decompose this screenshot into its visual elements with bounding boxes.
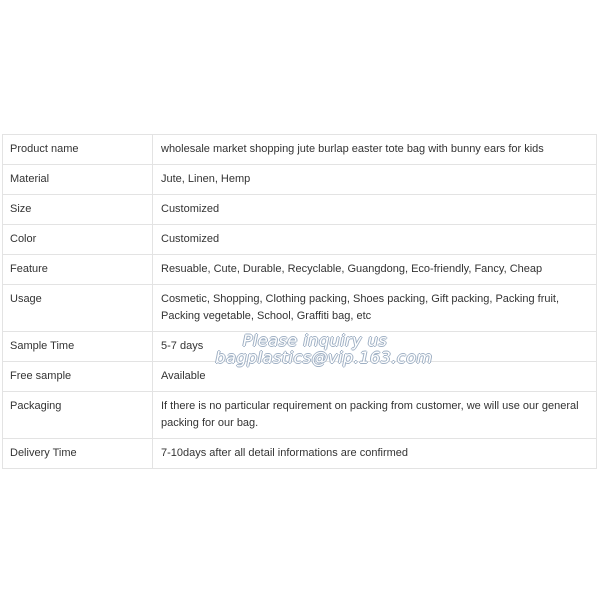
row-label-packaging: Packaging (3, 392, 153, 439)
table-row (3, 362, 597, 392)
row-label-material: Material (3, 165, 153, 195)
table-row (3, 285, 597, 332)
row-value-feature: Resuable, Cute, Durable, Recyclable, Guangdong, Eco-friendly, Fancy, Cheap (153, 255, 597, 285)
table-row (3, 439, 597, 469)
row-value-usage: Cosmetic, Shopping, Clothing packing, Shoes packing, Gift packing, Packing fruit, Packing vegetable, School, Graffiti bag, etc (153, 285, 597, 332)
row-value-delivery-time: 7-10days after all detail informations are confirmed (153, 439, 597, 469)
row-label-feature: Feature (3, 255, 153, 285)
row-value-free-sample: Available (153, 362, 597, 392)
row-label-free-sample: Free sample (3, 362, 153, 392)
row-label-usage: Usage (3, 285, 153, 332)
table-row (3, 165, 597, 195)
table-row (3, 225, 597, 255)
row-label-color: Color (3, 225, 153, 255)
row-value-sample-time: 5-7 days (153, 332, 597, 362)
row-label-sample-time: Sample Time (3, 332, 153, 362)
table-row (3, 255, 597, 285)
row-label-product-name: Product name (3, 135, 153, 165)
row-value-product-name: wholesale market shopping jute burlap easter tote bag with bunny ears for kids (153, 135, 597, 165)
row-value-size: Customized (153, 195, 597, 225)
row-value-material: Jute, Linen, Hemp (153, 165, 597, 195)
row-label-delivery-time: Delivery Time (3, 439, 153, 469)
table-row (3, 332, 597, 362)
table-row (3, 392, 597, 439)
row-label-size: Size (3, 195, 153, 225)
table-row (3, 135, 597, 165)
watermark-inquiry-text: Please inquiry us (242, 331, 388, 350)
row-value-packaging: If there is no particular requirement on packing from customer, we will use our general packing for our bag. (153, 392, 597, 439)
row-value-color: Customized (153, 225, 597, 255)
table-row (3, 195, 597, 225)
watermark-email-text: bagplastics@vip.163.com (215, 348, 433, 367)
product-spec-table (2, 134, 597, 469)
